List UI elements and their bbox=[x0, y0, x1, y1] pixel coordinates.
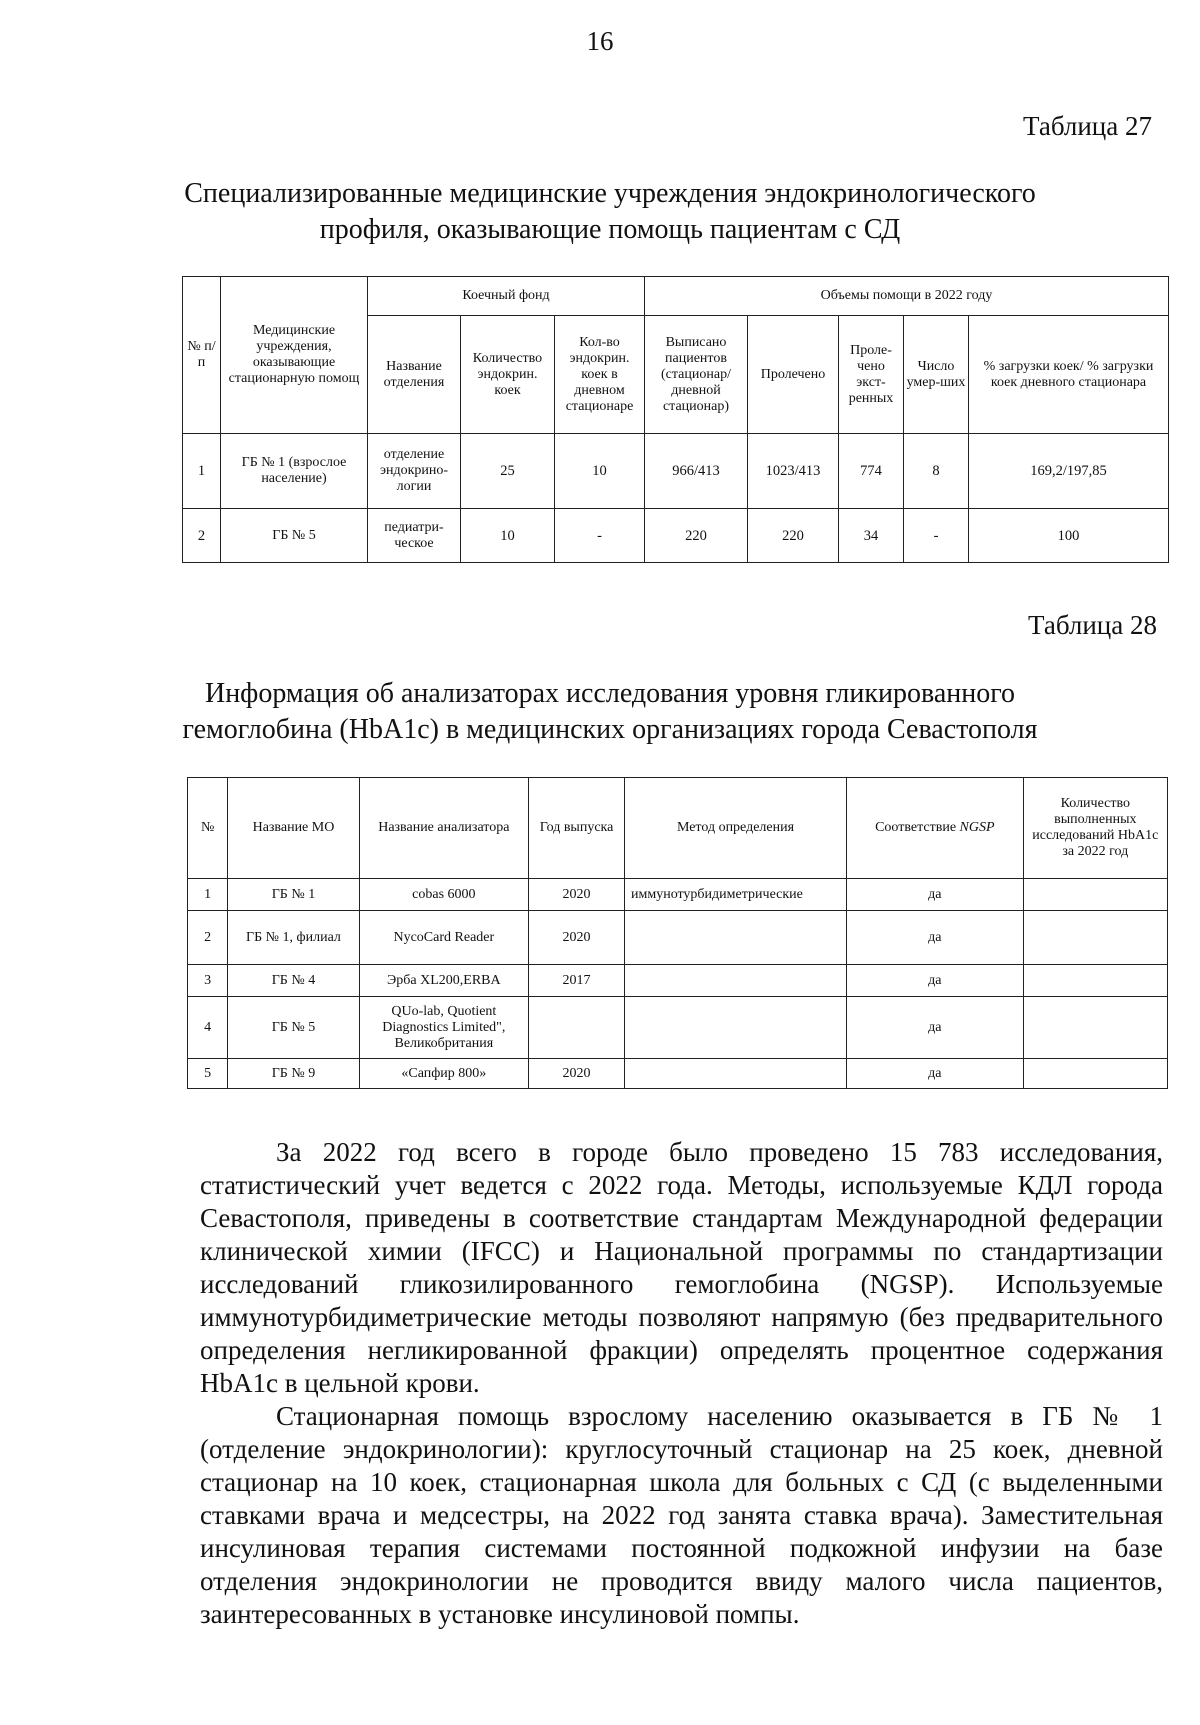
cell-ngsp: да bbox=[847, 879, 1024, 911]
header-bed-count: Количество эндокрин. коек bbox=[461, 316, 555, 434]
table-28-caption bbox=[180, 676, 1040, 748]
table-27-caption-line-1: Специализированные медицинские учреждения эндокринологического bbox=[184, 178, 1036, 209]
cell-analyzer: cobas 6000 bbox=[359, 879, 529, 911]
cell-load: 169,2/197,85 bbox=[969, 434, 1169, 509]
table-28-label: Таблица 28 bbox=[1028, 610, 1157, 640]
table-27-caption bbox=[180, 176, 1040, 248]
cell-institution: ГБ № 1 (взрослое население) bbox=[221, 434, 368, 509]
cell-dept-name: педиатри-ческое bbox=[368, 509, 461, 563]
cell-ngsp: да bbox=[847, 997, 1024, 1059]
cell-num: 1 bbox=[188, 879, 228, 911]
table-27 bbox=[182, 276, 1169, 563]
header-day-beds: Кол-во эндокрин. коек в дневном стационаре bbox=[555, 316, 645, 434]
cell-analyzer: NycoCard Reader bbox=[359, 911, 529, 965]
table-row bbox=[188, 879, 1168, 911]
cell-treated: 220 bbox=[748, 509, 839, 563]
paragraph-1 bbox=[200, 1136, 1163, 1400]
table-row bbox=[188, 997, 1168, 1059]
header-emergency: Проле-чено экст-ренных bbox=[839, 316, 904, 434]
cell-year: 2017 bbox=[529, 965, 625, 997]
cell-num: 4 bbox=[188, 997, 228, 1059]
cell-mo-name: ГБ № 1, филиал bbox=[228, 911, 359, 965]
cell-count bbox=[1023, 1059, 1167, 1089]
header-method: Метод определения bbox=[624, 778, 846, 879]
cell-ngsp: да bbox=[847, 911, 1024, 965]
table-27-caption-line-2: профиля, оказывающие помощь пациентам с СД bbox=[319, 214, 901, 245]
cell-num: 5 bbox=[188, 1059, 228, 1089]
cell-method: иммунотурбидиметрические bbox=[624, 879, 846, 911]
cell-year: 2020 bbox=[529, 879, 625, 911]
cell-treated: 1023/413 bbox=[748, 434, 839, 509]
paragraph-2 bbox=[200, 1400, 1163, 1631]
header-num: № bbox=[188, 778, 228, 879]
cell-load: 100 bbox=[969, 509, 1169, 563]
table-28 bbox=[187, 777, 1168, 1089]
table-row bbox=[188, 1059, 1168, 1089]
header-num: № п/п bbox=[183, 277, 221, 434]
cell-count bbox=[1023, 879, 1167, 911]
cell-day-beds: 10 bbox=[555, 434, 645, 509]
header-year: Год выпуска bbox=[529, 778, 625, 879]
cell-deaths: 8 bbox=[904, 434, 969, 509]
table-row bbox=[183, 509, 1169, 563]
cell-emergency: 774 bbox=[839, 434, 904, 509]
header-load: % загрузки коек/ % загрузки коек дневного стационара bbox=[969, 316, 1169, 434]
cell-method bbox=[624, 1059, 846, 1089]
header-dept-name: Название отделения bbox=[368, 316, 461, 434]
table-28-caption-line-2: гемоглобина (HbA1c) в медицинских организациях города Севастополя bbox=[182, 714, 1038, 745]
cell-analyzer: Эрба XL200,ERBA bbox=[359, 965, 529, 997]
paragraph-2-text: Стационарная помощь взрослому населению оказывается в ГБ № 1 (отделение эндокринологии): круглосуточный стационар на 25 коек, дневной стационар на 10 коек, стационарная школа для больных с СД (с выделенными ставками врача и медсестры, на 2022 год занята ставка врача). Заместительная инсулиновая терапия системами постоянной подкожной инфузии на базе отделения эндокринологии не проводится ввиду малого числа пациентов, заинтересованных в установке инсулиновой помпы. bbox=[200, 1401, 1163, 1629]
header-ngsp bbox=[847, 778, 1024, 879]
cell-count bbox=[1023, 997, 1167, 1059]
table-27-label: Таблица 27 bbox=[1023, 111, 1152, 141]
header-institution: Медицинские учреждения, оказывающие стационарную помощ bbox=[221, 277, 368, 434]
table-row bbox=[188, 911, 1168, 965]
header-count: Количество выполненных исследований HbA1c за 2022 год bbox=[1023, 778, 1167, 879]
paragraph-1-text: За 2022 год всего в городе было проведено 15 783 исследования, статистический учет ведется с 2022 года. Методы, используемые КДЛ города Севастополя, приведены в соответствие стандартам Международной федерации клинической химии (IFCC) и Национальной программы по стандартизации исследований гликозилированного гемоглобина (NGSP). Используемые иммунотурбидиметрические методы позволяют напрямую (без предварительного определения негликированной фракции) определять процентное содержания HbA1c в цельной крови. bbox=[200, 1137, 1163, 1398]
cell-mo-name: ГБ № 1 bbox=[228, 879, 359, 911]
header-discharged: Выписано пациентов (стационар/ дневной стационар) bbox=[645, 316, 748, 434]
cell-num: 2 bbox=[183, 509, 221, 563]
table-row bbox=[183, 434, 1169, 509]
cell-method bbox=[624, 911, 846, 965]
cell-dept-name: отделение эндокрино-логии bbox=[368, 434, 461, 509]
cell-count bbox=[1023, 965, 1167, 997]
cell-bed-count: 10 bbox=[461, 509, 555, 563]
header-treated: Пролечено bbox=[748, 316, 839, 434]
cell-count bbox=[1023, 911, 1167, 965]
header-deaths: Число умер-ших bbox=[904, 316, 969, 434]
cell-discharged: 220 bbox=[645, 509, 748, 563]
cell-mo-name: ГБ № 5 bbox=[228, 997, 359, 1059]
cell-discharged: 966/413 bbox=[645, 434, 748, 509]
cell-emergency: 34 bbox=[839, 509, 904, 563]
cell-num: 3 bbox=[188, 965, 228, 997]
cell-num: 2 bbox=[188, 911, 228, 965]
cell-year bbox=[529, 997, 625, 1059]
cell-bed-count: 25 bbox=[461, 434, 555, 509]
cell-num: 1 bbox=[183, 434, 221, 509]
header-mo-name: Название МО bbox=[228, 778, 359, 879]
cell-analyzer: QUo-lab, Quotient Diagnostics Limited", Великобритания bbox=[359, 997, 529, 1059]
cell-day-beds: - bbox=[555, 509, 645, 563]
header-ngsp-italic: NGSP bbox=[959, 820, 995, 835]
header-ngsp-prefix: Соответствие bbox=[875, 820, 960, 835]
cell-analyzer: «Сапфир 800» bbox=[359, 1059, 529, 1089]
cell-mo-name: ГБ № 4 bbox=[228, 965, 359, 997]
cell-method bbox=[624, 997, 846, 1059]
cell-mo-name: ГБ № 9 bbox=[228, 1059, 359, 1089]
cell-method bbox=[624, 965, 846, 997]
cell-ngsp: да bbox=[847, 1059, 1024, 1089]
table-28-caption-line-1: Информация об анализаторах исследования уровня гликированного bbox=[204, 678, 1016, 709]
cell-ngsp: да bbox=[847, 965, 1024, 997]
cell-year: 2020 bbox=[529, 1059, 625, 1089]
header-volumes: Объемы помощи в 2022 году bbox=[645, 277, 1169, 316]
header-bed-fund: Коечный фонд bbox=[368, 277, 645, 316]
cell-institution: ГБ № 5 bbox=[221, 509, 368, 563]
table-row bbox=[188, 965, 1168, 997]
cell-year: 2020 bbox=[529, 911, 625, 965]
cell-deaths: - bbox=[904, 509, 969, 563]
page-number: 16 bbox=[586, 26, 614, 56]
header-analyzer: Название анализатора bbox=[359, 778, 529, 879]
